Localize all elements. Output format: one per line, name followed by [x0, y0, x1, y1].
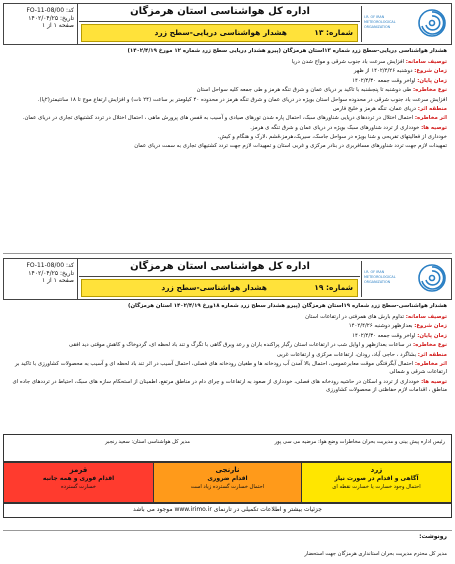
- legend-yellow-title: زرد: [370, 466, 383, 474]
- row-label: زمان شروع:: [414, 323, 447, 330]
- signature-left: مدیر کل هواشناسی استان: سعید رنجبر: [105, 439, 190, 445]
- legend-red-title: قرمز: [69, 466, 88, 474]
- row-label: توصیف سامانه:: [405, 314, 447, 320]
- section-divider: [3, 253, 452, 254]
- row-text: خودداری از فعالیتهای تفریحی و شنا بویژه در سواحل جاسک، سیریک،هرمز،قشم ،لارک و هنگام و کیش.: [217, 134, 447, 140]
- row-text: تمهیدات لازم جهت تردد شناورهای مسافربری در بنادر مرکزی و غربی استان و تمهیدات لازم جهت تردد کشتیهای تجاری به سمت دریای عمان: [134, 143, 447, 150]
- warning-row: [9, 77, 447, 85]
- svg-text:METEOROLOGICAL: METEOROLOGICAL: [364, 275, 396, 279]
- row-text: بشاگرد ، حاجی آباد، رودان، ارتفاعات مرکزی و ارتفاعات غربی: [276, 351, 417, 358]
- row-text: افزایش سرعت باد جنوب شرقی در محدوده سواحل استان بویژه در دریای عمان و شرق تنگه هرمز در محدوده ۴۰ کیلومتر بر ساعت (۲۴ نات) و افزایش ارتفاع موج تا ۱۸ سانتیمتر(۲پا).: [37, 96, 447, 103]
- row-text: بعدازظهر دوشنبه ۱۴۰۲/۴/۲۶: [348, 323, 413, 330]
- warning-row: [9, 96, 447, 104]
- row-text: خودداری از تردد و اسکان در حاشیه رودخانه های فصلی، خودداری از صعود به ارتفاعات و چرای دام در مناطق مرتفع، اطمینان از استحکام سازه های سبک، احتیاط در ترددهای جاده ای مناطق ، اقدامات لازم حفاظتی از محصولات کشاورزی: [12, 378, 447, 393]
- spiral-logo-icon: [362, 6, 450, 42]
- form-info-box: [4, 259, 78, 299]
- headline-2: هشدار هواشناسی-سطح زرد شماره ۱۹استان هرمزگان (پیرو هشدار سطح زرد شماره ۱۸ورخ ۱۴۰۲/۴/۱۹ استان هرمزگان): [127, 303, 447, 309]
- svg-text:ORGANIZATION: ORGANIZATION: [364, 280, 391, 284]
- row-label: توصیف سامانه:: [405, 59, 447, 65]
- row-label: منطقه اثر:: [417, 105, 447, 112]
- form-date: تاریخ: ۱۴۰۲/۰۴/۲۵: [28, 14, 74, 22]
- svg-text:I.R. OF IRAN: I.R. OF IRAN: [364, 15, 385, 19]
- spiral-logo-icon: [362, 261, 450, 297]
- warning-row: [9, 114, 447, 122]
- row-text: اواخر وقت جمعه ۱۴۰۲/۴/۳۰: [352, 77, 416, 84]
- legend-red: [4, 463, 153, 503]
- legend-red-desc: خسارت گسترده: [60, 484, 96, 490]
- warning-row: [9, 67, 447, 75]
- warning-title-bar: [81, 279, 358, 297]
- row-text: در ساعات بعدازظهر و اوایل شب در ارتفاعات استان رگبار پراکنده باران و رعد وبرق گاهی با تگرگ و تند باد لحظه ای، گردوخاک و کاهش موقتی دید افقی: [68, 342, 412, 349]
- form-code: کد: FO-11-08/00: [26, 262, 74, 269]
- row-text: طی دوشنبه تا پنجشنبه با تاکید بر دریای عمان و شرق تنگه هرمز و طی جمعه کلیه سواحل استان: [196, 87, 412, 94]
- legend-orange: [153, 463, 302, 503]
- row-text: اواخر وقت جمعه ۱۴۰۲/۴/۳۰: [352, 332, 416, 339]
- row-label: اثر مخاطره:: [414, 115, 447, 122]
- title-area: [79, 259, 360, 299]
- copy-text: مدیر کل محترم مدیریت بحران استانداری هرمزگان جهت استحضار: [304, 551, 447, 557]
- warning-title-bar: [81, 24, 358, 42]
- warning-row: [9, 124, 447, 132]
- form-date: تاریخ: ۱۴۰۲/۰۴/۲۵: [28, 269, 74, 277]
- form-page: صفحه ۱ از ۱: [42, 22, 74, 29]
- signature-box: [3, 434, 452, 462]
- warning-row: [9, 360, 447, 377]
- warning-row: [9, 142, 447, 150]
- warning-row: [9, 313, 447, 321]
- warning-header-2: [3, 258, 452, 300]
- warning-row: [9, 351, 447, 359]
- warning-row: [9, 322, 447, 330]
- legend-yellow-sub: آگاهی و اقدام در صورت نیاز: [334, 475, 419, 482]
- row-text: احتمال آبگرفتگی موقت معابرعمومی، احتمال بالا آمدن آب رودخانه ها و طغیان رودخانه های فصلی، احتمال آسیب در اثر تند باد لحظه ای و آسیب به محصولات کشاورزی با تاکید بر ارتفاعات شرقی و شمالی: [14, 360, 447, 376]
- signature-right: رئیس اداره پیش بینی و مدیریت بحران مخاطرات وضع هوا: مرضیه می سی پور: [274, 439, 445, 445]
- warning-row: [9, 58, 447, 66]
- warning-row: [9, 378, 447, 395]
- warning-row: [9, 332, 447, 340]
- warning-row: [9, 133, 447, 141]
- warning-number: شماره: ۱۳: [314, 28, 353, 37]
- warning-body-2: [9, 313, 447, 395]
- org-title: اداره کل هواشناسی استان هرمزگان: [130, 261, 310, 272]
- row-text: احتمال اختلال در ترددهای دریایی شناورهای سبک، احتمال پاره شدن تورهای صیادی و آسیب به قفس های پرورش ماهی ، احتمال اختلال در تردد کشتیهای تجاری در دریای عمان.: [22, 115, 414, 122]
- row-label: توصیه ها:: [421, 378, 447, 385]
- row-label: زمان پایان:: [417, 332, 447, 339]
- website-note: [3, 502, 452, 518]
- legend-orange-title: نارنجی: [215, 466, 240, 474]
- warning-row: [9, 105, 447, 113]
- row-text: تداوم بارش های همرفتی در ارتفاعات استان: [305, 314, 405, 320]
- warning-header-1: [3, 3, 452, 45]
- warning-levels-legend: [3, 462, 452, 504]
- title-area: [79, 4, 360, 44]
- warning-number: شماره: ۱۹: [314, 283, 353, 292]
- row-text: خودداری از تردد شناورهای سبک بویژه در دریای عمان و شرق تنگه ی هرمز.: [250, 124, 420, 131]
- form-page: صفحه ۱ از ۱: [42, 277, 74, 284]
- org-title: اداره کل هواشناسی استان هرمزگان: [130, 6, 310, 17]
- form-info-box: [4, 4, 78, 44]
- row-text: دوشنبه ۱۴۰۲/۴/۲۶ از ظهر: [353, 68, 413, 75]
- svg-text:ORGANIZATION: ORGANIZATION: [364, 25, 391, 29]
- legend-red-sub: اقدام فوری و همه جانبه: [42, 475, 115, 482]
- row-label: توصیه ها:: [421, 124, 447, 131]
- warning-title: هشدار هواشناسی-سطح زرد: [161, 283, 267, 292]
- warning-body-1: [9, 58, 447, 152]
- meteorology-logo: [361, 261, 450, 297]
- row-label: نوع مخاطره:: [413, 87, 447, 94]
- warning-row: [9, 341, 447, 349]
- row-label: نوع مخاطره:: [413, 342, 447, 349]
- legend-orange-sub: اقدام ضروری: [207, 475, 248, 482]
- legend-orange-desc: احتمال خسارت گسترده زیاد است: [190, 484, 265, 490]
- svg-text:I.R. OF IRAN: I.R. OF IRAN: [364, 270, 385, 274]
- row-text: افزایش سرعت باد جنوب شرقی و مواج شدن دریا: [291, 59, 405, 65]
- row-text: دریای عمان، تنگه هرمز و خلیج فارس: [332, 105, 417, 112]
- row-label: منطقه اثر:: [417, 351, 447, 358]
- form-code: کد: FO-11-08/00: [26, 7, 74, 14]
- warning-title: هشدار هواشناسی دریایی-سطح زرد: [154, 28, 287, 37]
- footer-divider: [3, 530, 452, 531]
- legend-yellow-desc: احتمال وجود خسارت یا خسارت نقطه ای: [332, 484, 421, 490]
- website-note-text: جزئیات بیشتر و اطلاعات تکمیلی در تارنمای www.irimo.ir موجود می باشد: [133, 506, 322, 513]
- row-label: اثر مخاطره:: [414, 360, 447, 367]
- headline-1: هشدار هواشناسی دریایی-سطح زرد شماره ۱۳استان هرمزگان (پیرو هشدار دریایی سطح زرد شماره ۱۲ مورخ ۱۴۰۲/۴/۱۹): [127, 48, 447, 54]
- copy-label: رونوشت:: [419, 533, 447, 540]
- row-label: زمان پایان:: [417, 77, 447, 84]
- legend-yellow: [302, 463, 451, 503]
- svg-text:METEOROLOGICAL: METEOROLOGICAL: [364, 20, 396, 24]
- warning-row: [9, 86, 447, 94]
- row-label: زمان شروع:: [414, 68, 447, 75]
- meteorology-logo: [361, 6, 450, 42]
